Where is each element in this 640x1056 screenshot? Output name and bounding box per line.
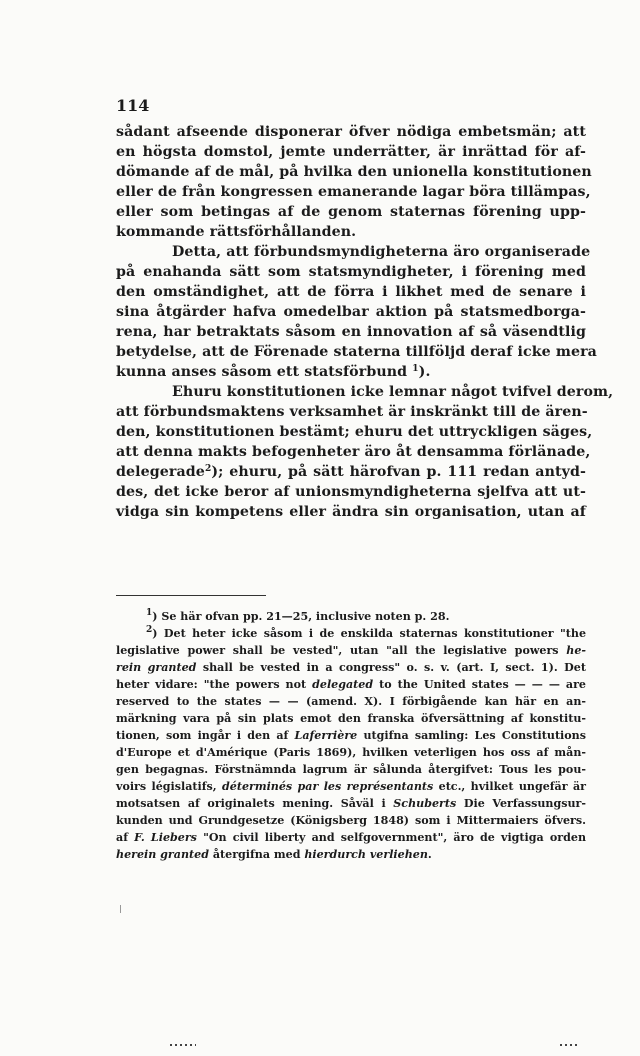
- text-line: en högsta domstol, jemte underrätter, är inrättad för af-: [116, 144, 586, 160]
- footnote-marker: 2: [146, 625, 153, 635]
- footnote-2-line: [116, 846, 586, 863]
- footnote-2-line: [116, 659, 586, 676]
- text-line: dömande af de mål, på hvilka den unionella konstitutionen: [116, 164, 592, 180]
- footnote-ref-close: ).: [418, 364, 431, 380]
- footnote-italic: Schuberts: [393, 797, 457, 810]
- footnote-2-line: gen begagnas. Förstnämnda lagrum är sålunda återgifvet: Tous les pou-: [116, 763, 586, 776]
- text-segment: ; ehuru, på sätt härofvan p. 111 redan antyd-: [218, 464, 586, 480]
- footnote-text: legislative power shall be vested", utan "all the legislative powers: [116, 644, 567, 657]
- text-line: att denna makts befogenheter äro åt densamma förlänade,: [116, 444, 591, 460]
- footnote-text: Die Verfassungsur-: [456, 797, 586, 810]
- text-line: rena, har betraktats såsom en innovation af så väsendtlig: [116, 324, 586, 340]
- scan-mark: [120, 905, 121, 913]
- footnote-2-line: [116, 778, 586, 795]
- footnote-2-line: märkning vara på sin plats emot den franska öfversättning af konstitu-: [116, 712, 586, 725]
- footnote-2-line: [116, 642, 586, 659]
- main-text: [116, 122, 614, 522]
- footnote-text: återgifna med: [208, 848, 305, 861]
- footnote-text: utgifna samling: Les Constitutions: [357, 729, 586, 742]
- footnote-italic: hierdurch verliehen: [304, 848, 428, 861]
- text-line: eller som betingas af de genom staternas förening upp-: [116, 204, 586, 220]
- footnote-italic: déterminés: [222, 780, 293, 793]
- footnote-2-line: [116, 625, 586, 642]
- footnote-2-line: [116, 829, 586, 846]
- footnote-italic: rein granted: [116, 661, 197, 674]
- scan-mark: [170, 1044, 196, 1046]
- text-line: vidga sin kompetens eller ändra sin organisation, utan af: [116, 504, 586, 520]
- footnote-text: ) Det heter icke såsom i de enskilda staternas konstitutioner "the: [152, 627, 586, 640]
- footnote-2-line: kunden und Grundgesetze (Königsberg 1848) som i Mittermaiers öfvers.: [116, 814, 586, 827]
- text-segment: delegerade: [116, 464, 205, 480]
- text-segment: kunna anses såsom ett statsförbund: [116, 364, 408, 380]
- footnote-italic: par les représentants: [297, 780, 434, 793]
- footnote-italic: herein granted: [116, 848, 209, 861]
- text-line: kommande rättsförhållanden.: [116, 224, 357, 240]
- footnote-2-line: reserved to the states — — (amend. X). I förbigående kan här en an-: [116, 695, 586, 708]
- footnote-ref: 1: [412, 364, 419, 374]
- text-line: den omständighet, att de förra i likhet med de senare i: [116, 284, 586, 300]
- text-line: [116, 362, 586, 382]
- footnote-text: "On civil liberty and selfgovernment", äro de vigtiga orden: [196, 831, 587, 844]
- footnote-2-line: [116, 676, 586, 693]
- footnote-italic: delegated: [312, 678, 374, 691]
- footnote-text: shall be vested in a congress" o. s. v. (art. I, sect. 1). Det: [196, 661, 586, 674]
- scan-mark: [560, 1044, 578, 1046]
- text-line: betydelse, att de Förenade staterna tillföljd deraf icke mera: [116, 344, 597, 360]
- footnote-2-line: [116, 727, 586, 744]
- page-number: 114: [116, 96, 150, 115]
- text-line: Ehuru konstitutionen icke lemnar något tvifvel derom,: [172, 384, 614, 400]
- text-line: sådant afseende disponerar öfver nödiga embetsmän; att: [116, 124, 586, 140]
- footnote-2-line: [116, 795, 586, 812]
- text-line: den, konstitutionen bestämt; ehuru det uttryckligen säges,: [116, 424, 593, 440]
- footnote-text: motsatsen af originalets mening. Såväl i: [116, 797, 394, 810]
- text-line: [116, 462, 586, 482]
- footnote-italic: F. Liebers: [134, 831, 197, 844]
- text-line: sina åtgärder hafva omedelbar aktion på statsmedborga-: [116, 304, 586, 320]
- footnote-divider: [116, 595, 266, 596]
- footnote-text: af: [116, 831, 135, 844]
- footnote-italic: Laferrière: [294, 729, 358, 742]
- text-line: på enahanda sätt som statsmyndigheter, i förening med: [116, 264, 586, 280]
- footnotes: [116, 608, 586, 863]
- footnote-1: [116, 608, 586, 625]
- footnote-text: .: [427, 848, 432, 861]
- footnote-ref-close: ): [211, 464, 219, 480]
- footnote-marker: 1: [146, 608, 153, 618]
- footnote-text: tionen, som ingår i den af: [116, 729, 295, 742]
- footnote-text: to the United states — — — are: [373, 678, 586, 691]
- footnote-text: etc., hvilket ungefär är: [433, 780, 586, 793]
- footnote-text: heter vidare: "the powers not: [116, 678, 313, 691]
- footnote-text: voirs législatifs,: [116, 780, 222, 793]
- footnote-text: ) Se här ofvan pp. 21—25, inclusive noten p. 28.: [152, 610, 450, 623]
- text-line: eller de från kongressen emanerande lagar böra tillämpas,: [116, 184, 591, 200]
- text-line: att förbundsmaktens verksamhet är inskränkt till de ären-: [116, 404, 588, 420]
- text-line: des, det icke beror af unionsmyndigheterna sjelfva att ut-: [116, 484, 586, 500]
- footnote-ref: 2: [204, 464, 212, 474]
- footnote-italic: he-: [566, 644, 586, 657]
- text-line: Detta, att förbundsmyndigheterna äro organiserade: [172, 244, 591, 260]
- footnote-2-line: d'Europe et d'Amérique (Paris 1869), hvilken veterligen hos oss af mån-: [116, 746, 586, 759]
